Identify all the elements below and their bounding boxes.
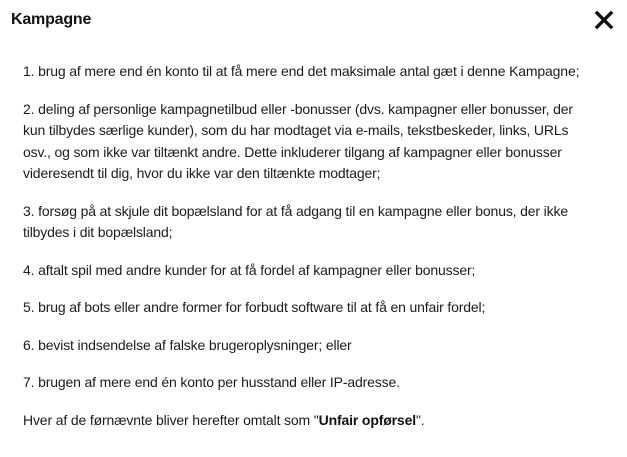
close-icon xyxy=(593,9,615,31)
rule-item-1: 1. brug af mere end én konto til at få mere end det maksimale antal gæt i denne Kampagne; xyxy=(23,63,580,79)
rule-item-6: 6. bevist indsendelse af falske brugeroplysninger; eller xyxy=(23,336,352,353)
summary-suffix: ". xyxy=(415,411,425,428)
summary-prefix: Hver af de førnævnte bliver herefter omtalt som " xyxy=(23,411,319,428)
modal-title: Kampagne xyxy=(11,11,92,28)
modal-body xyxy=(23,61,583,447)
rule-item-5: 5. brug af bots eller andre former for forbudt software til at få en unfair fordel; xyxy=(23,299,486,315)
rule-item-3: 3. forsøg på at skjule dit bopælsland for at få adgang til en kampagne eller bonus, der ikke tilbydes i dit bopælsland; xyxy=(23,202,568,240)
summary-text xyxy=(23,410,583,432)
close-button[interactable] xyxy=(593,9,615,31)
rule-item-2: 2. deling af personlige kampagnetilbud eller -bonusser (dvs. kampagner eller bonusser, der kun tilbydes særlige kunder), som du har modtaget via e-mails, tekstbeskeder, links, URLs osv., og som ikke var tiltænkt andre. Dette inkluderer tilgang af kampagner eller bonusser videresendt til dig, hvor du ikke var den tiltænkte modtager; xyxy=(23,100,573,181)
rule-item-4: 4. aftalt spil med andre kunder for at få fordel af kampagner eller bonusser; xyxy=(23,261,476,278)
modal-header xyxy=(0,0,627,42)
summary-term: Unfair opførsel xyxy=(318,411,416,428)
rule-item-7: 7. brugen af mere end én konto per husstand eller IP-adresse. xyxy=(23,374,400,390)
